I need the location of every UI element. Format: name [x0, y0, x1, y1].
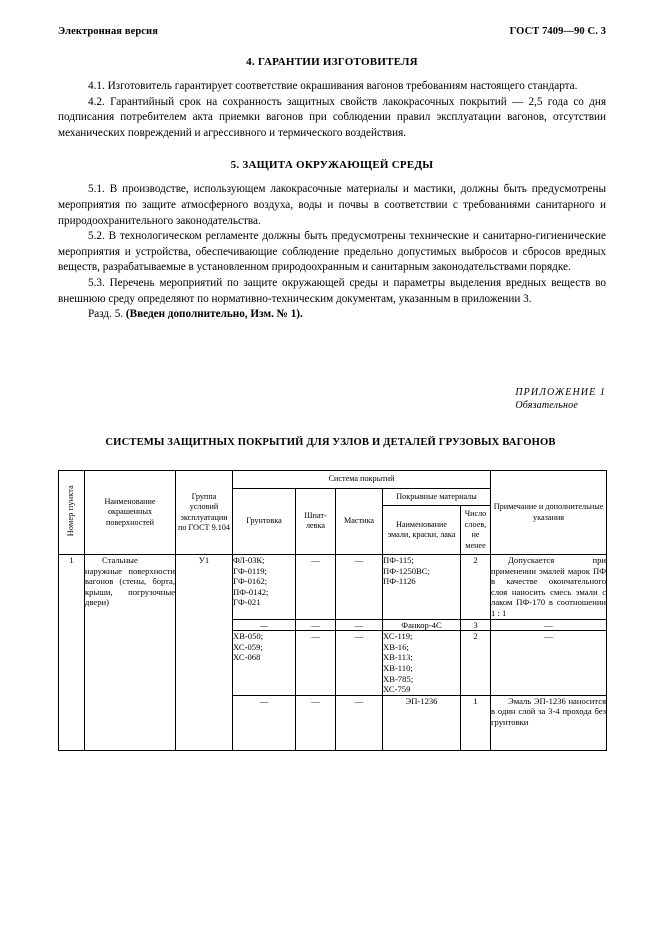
header-item-no-label: Номер пункта — [66, 485, 76, 537]
table-head — [59, 471, 607, 555]
header-group: Группа условий эксплуатации по ГОСТ 9.104 — [176, 471, 233, 555]
running-head — [58, 26, 606, 37]
appendix-subtitle: Обязательное — [515, 400, 578, 411]
appendix-caption — [515, 386, 606, 412]
section-heading-5: 5. ЗАЩИТА ОКРУЖАЮЩЕЙ СРЕДЫ — [230, 159, 434, 172]
cell-enamel: ПФ-115; ПФ-1250ВС; ПФ-1126 — [383, 555, 461, 620]
paragraph-5-3: 5.3. Перечень мероприятий по защите окружающей среды и параметры выделения вредных веществ во внешнюю среду определяют по нормативно-техническим документам, указанным в приложении 3. — [58, 276, 606, 305]
cell-layers: 2 — [461, 555, 491, 620]
section-spacer — [58, 141, 606, 159]
cell-mastic: — — [336, 631, 383, 696]
cell-note: Допускается при применении эмалей марок ПФ в качестве окончательного слоя наносить смесь эмали с лаком ПФ-170 в соотношении 1 : 1 — [491, 555, 607, 618]
cell-layers: 1 — [461, 695, 491, 750]
cell-primer: ФЛ-03К; ГФ-0119; ГФ-0162; ПФ-0142; ГФ-021 — [233, 555, 296, 620]
paragraph-5-1: 5.1. В производстве, использующем лакокрасочные материалы и мастики, должны быть предусмотрены мероприятия по защите атмосферного воздуха, воды и почвы в соответствии с требованиями санитарного и природоохранительного законодательства. — [58, 183, 606, 227]
amendment-prefix: Разд. 5. — [88, 308, 126, 321]
section-heading-4: 4. ГАРАНТИИ ИЗГОТОВИТЕЛЯ — [246, 56, 418, 68]
cell-enamel: Фанкор-4С — [383, 619, 461, 631]
table-header-row-1 — [59, 471, 607, 489]
cell-primer: ХВ-050; ХС-059; ХС-068 — [233, 631, 296, 696]
header-item-no — [59, 471, 85, 555]
cell-layers: 2 — [461, 631, 491, 696]
cell-note: — — [491, 619, 607, 631]
table-title: СИСТЕМЫ ЗАЩИТНЫХ ПОКРЫТИЙ ДЛЯ УЗЛОВ И ДЕТАЛЕЙ ГРУЗОВЫХ ВАГОНОВ — [105, 437, 556, 448]
header-coating-system: Система покрытий — [233, 471, 491, 489]
paragraph-5-2: 5.2. В технологическом регламенте должны быть предусмотрены технические и санитарно-гигиенические мероприятия и устройства, обеспечивающие соблюдение предельно допустимых выбросов и сбросов вредных веществ, разрабатываемые в установленном природоохранным и санитарным законодательствами порядке. — [58, 230, 606, 274]
running-head-left: Электронная версия — [58, 26, 158, 37]
header-enamel-name: Наименование эмали, краски, лака — [383, 506, 461, 555]
cell-primer: — — [233, 695, 296, 750]
header-primer: Грунтовка — [233, 488, 296, 555]
cell-surface-name: Стальные наружные поверхности вагонов (стены, борта, крыши, погрузочные двери) — [85, 555, 176, 751]
cell-note: — — [491, 631, 607, 696]
cell-group: У1 — [176, 555, 233, 751]
paragraph-4-2: 4.2. Гарантийный срок на сохранность защитных свойств лакокрасочных покрытий — 2,5 года со дня подписания потребителем акта приемки вагонов при соблюдении правил эксплуатации вагонов, отсутствии механических повреждений и агрессивного и термического воздействия. — [58, 95, 606, 139]
document-body — [58, 56, 606, 323]
cell-note: Эмаль ЭП-1236 наносится в один слой за 3-4 прохода без грунтовки — [491, 695, 607, 750]
cell-mastic: — — [336, 555, 383, 620]
cell-putty: — — [296, 619, 336, 631]
cell-primer: — — [233, 619, 296, 631]
cell-putty: — — [296, 695, 336, 750]
cell-putty: — — [296, 555, 336, 620]
header-note: Примечание и дополнительные указания — [491, 471, 607, 555]
header-topcoat-materials: Покрывные материалы — [383, 488, 491, 506]
cell-enamel: ЭП-1236 — [383, 695, 461, 750]
cell-item-no: 1 — [59, 555, 85, 751]
running-head-right: ГОСТ 7409—90 С. 3 — [509, 26, 606, 37]
cell-mastic: — — [336, 695, 383, 750]
table-body — [59, 555, 607, 751]
cell-layers: 3 — [461, 619, 491, 631]
appendix-number: ПРИЛОЖЕНИЕ 1 — [515, 387, 606, 398]
cell-putty: — — [296, 631, 336, 696]
header-surface-name: Наименование окрашенных поверхностей — [85, 471, 176, 555]
header-layers: Число слоев, не менее — [461, 506, 491, 555]
header-putty: Шпатлевка — [296, 488, 336, 555]
header-mastic: Мастика — [336, 488, 383, 555]
cell-enamel: ХС-119; ХВ-16; ХВ-113; ХВ-110; ХВ-785; ХС-759 — [383, 631, 461, 696]
paragraph-4-1: 4.1. Изготовитель гарантирует соответствие окрашивания вагонов требованиям настоящего стандарта. — [88, 80, 578, 92]
table-row — [59, 555, 607, 620]
protective-coating-systems-table — [58, 470, 607, 751]
cell-mastic: — — [336, 619, 383, 631]
amendment-note — [58, 307, 606, 323]
amendment-bold-text: (Введен дополнительно, Изм. № 1). — [125, 308, 303, 321]
